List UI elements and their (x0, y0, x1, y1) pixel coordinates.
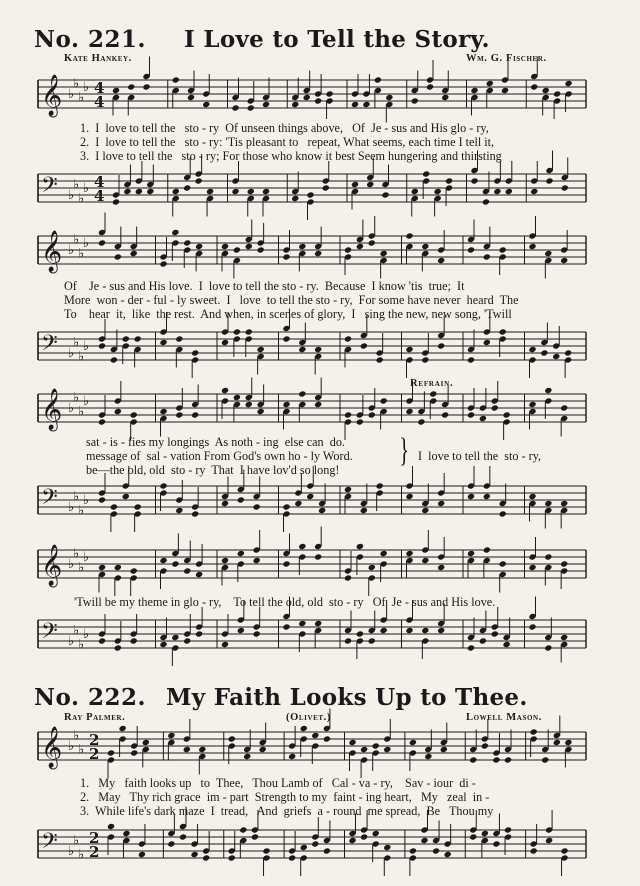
svg-text:2: 2 (89, 745, 100, 763)
svg-text:♭: ♭ (78, 349, 85, 365)
svg-text:4: 4 (94, 79, 105, 97)
svg-text:♭: ♭ (78, 191, 85, 207)
lyric-line-verse-2: More won - der - ful - ly sweet. I love to tell the sto - ry, For some have never heard The (64, 293, 519, 307)
svg-text:𝄢: 𝄢 (41, 331, 58, 361)
svg-text:♭: ♭ (68, 500, 75, 515)
svg-text:♭: ♭ (73, 728, 80, 744)
svg-text:♭: ♭ (78, 246, 85, 262)
tune-name: (Olivet.) (286, 712, 331, 723)
music-system-4 (0, 540, 640, 600)
svg-text:♭: ♭ (83, 181, 90, 196)
svg-text:♭: ♭ (83, 627, 90, 642)
svg-text:♭: ♭ (78, 404, 85, 420)
svg-text:𝄞: 𝄞 (41, 231, 63, 272)
lyric-line: 'Twill be my theme in glo - ry, To tell the old, old sto - ry Of Je - sus and His love. (74, 595, 496, 609)
svg-text:♭: ♭ (73, 546, 80, 562)
lyric-line-verse-2: 2. May Thy rich grace im - part Strength to my faint - ing heart, My zeal in - (80, 790, 490, 804)
svg-text:♭: ♭ (78, 560, 85, 576)
svg-text:𝄞: 𝄞 (41, 389, 63, 430)
svg-text:♭: ♭ (78, 742, 85, 758)
lyric-line-verse-2: 2. I love to tell the sto - ry: 'Tis pleasant to repeat, What seems, each time I tell it, (80, 135, 495, 149)
lyricist-credit: Ray Palmer. (64, 712, 126, 723)
svg-text:♭: ♭ (73, 833, 80, 849)
svg-text:2: 2 (89, 731, 100, 749)
svg-text:♭: ♭ (78, 637, 85, 653)
svg-text:♭: ♭ (73, 177, 80, 193)
svg-text:♭: ♭ (83, 80, 90, 95)
svg-text:𝄞: 𝄞 (41, 545, 63, 586)
svg-text:♭: ♭ (68, 844, 75, 859)
composer-credit: Lowell Mason. (466, 712, 542, 723)
svg-text:𝄢: 𝄢 (41, 829, 58, 859)
svg-text:♭: ♭ (68, 557, 75, 572)
svg-text:♭: ♭ (68, 634, 75, 649)
svg-text:4: 4 (94, 93, 105, 111)
svg-text:♭: ♭ (83, 236, 90, 251)
svg-text:2: 2 (89, 829, 100, 847)
svg-text:♭: ♭ (68, 346, 75, 361)
svg-text:4: 4 (94, 173, 105, 191)
svg-text:♭: ♭ (83, 339, 90, 354)
music-system-1-bass (0, 166, 640, 226)
lyric-line-verse-3: To hear it, like the rest. And when, in scenes of glory, I sing the new, new song, 'Twill (64, 307, 512, 321)
svg-text:♭: ♭ (73, 623, 80, 639)
refrain-label: Refrain. (410, 378, 454, 389)
svg-text:♭: ♭ (73, 335, 80, 351)
svg-text:𝄞: 𝄞 (41, 727, 63, 768)
hymn-title: I Love to Tell the Story. (184, 26, 490, 53)
refrain-lyric: I love to tell the sto - ry, (418, 449, 542, 463)
music-system-2 (0, 226, 640, 286)
svg-text:♭: ♭ (78, 90, 85, 106)
music-system-222-bass (0, 822, 640, 882)
svg-text:𝄞: 𝄞 (41, 75, 63, 116)
music-system-3-bass (0, 478, 640, 538)
svg-text:4: 4 (94, 187, 105, 205)
hymn-number: No. 221. (34, 26, 146, 53)
lyricist-credit: Kate Hankey. (64, 53, 132, 64)
svg-text:♭: ♭ (68, 401, 75, 416)
music-system-2-bass (0, 324, 640, 384)
lyric-line-verse-1: sat - is - fies my longings As noth - ing else can do. (86, 435, 345, 449)
lyric-line-verse-3: 3. I love to tell the sto - ry; For those who know it best Seem hungering and thirsting (80, 149, 502, 163)
svg-text:♭: ♭ (68, 243, 75, 258)
lyric-line-verse-1: 1. I love to tell the sto - ry Of unseen things above, Of Je - sus and His glo - ry, (80, 121, 489, 135)
composer-credit: Wm. G. Fischer. (466, 53, 547, 64)
svg-text:𝄢: 𝄢 (41, 485, 58, 515)
hymn-title: My Faith Looks Up to Thee. (166, 684, 528, 711)
svg-text:♭: ♭ (73, 76, 80, 92)
svg-text:♭: ♭ (73, 232, 80, 248)
music-system-222-treble (0, 722, 640, 782)
lyric-line-verse-3: be—the old, old sto - ry That I have lov'd so long! (86, 463, 340, 477)
svg-text:♭: ♭ (83, 493, 90, 508)
svg-text:𝄢: 𝄢 (41, 619, 58, 649)
svg-text:♭: ♭ (73, 390, 80, 406)
lyric-line-verse-1: 1. My faith looks up to Thee, Thou Lamb of Cal - va - ry, Sav - iour di - (80, 776, 476, 790)
svg-text:♭: ♭ (68, 739, 75, 754)
svg-text:𝄢: 𝄢 (41, 173, 58, 203)
music-system-4-bass (0, 612, 640, 672)
svg-text:♭: ♭ (83, 550, 90, 565)
svg-text:♭: ♭ (83, 394, 90, 409)
svg-text:2: 2 (89, 843, 100, 861)
hymn-number: No. 222. (34, 684, 146, 711)
lyric-line-verse-1: Of Je - sus and His love. I love to tell the sto - ry. Because I know 'tis true; It (64, 279, 465, 293)
svg-text:♭: ♭ (73, 489, 80, 505)
svg-text:♭: ♭ (78, 503, 85, 519)
lyric-line-verse-2: message of sal - vation From God's own ho - ly Word. (86, 449, 353, 463)
verse-brace: } (399, 432, 410, 469)
lyric-line-verse-3: 3. While life's dark maze I tread, And griefs a - round me spread, Be Thou my (80, 804, 494, 818)
svg-text:♭: ♭ (68, 188, 75, 203)
svg-text:♭: ♭ (68, 87, 75, 102)
svg-text:♭: ♭ (78, 847, 85, 863)
